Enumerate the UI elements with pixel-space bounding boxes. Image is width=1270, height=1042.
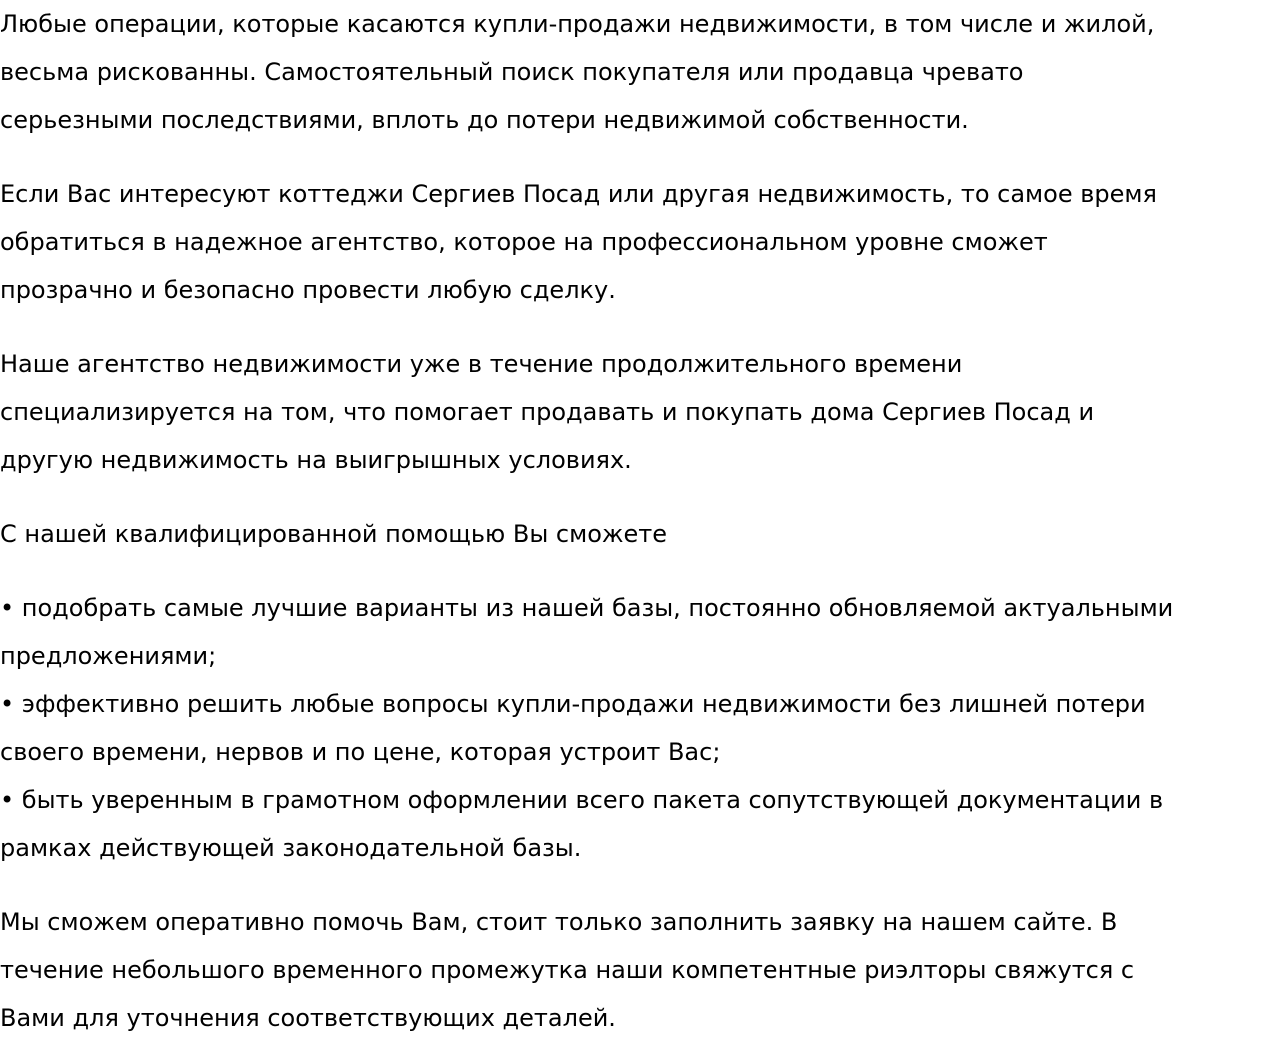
text-line: С нашей квалифицированной помощью Вы сможете <box>0 520 668 548</box>
text-line: обратиться в надежное агентство, которое на профессиональном уровне сможет <box>0 228 1048 256</box>
text-line: • быть уверенным в грамотном оформлении всего пакета сопутствующей документации в <box>0 786 1164 814</box>
text-line: серьезными последствиями, вплоть до потери недвижимой собственности. <box>0 106 969 134</box>
text-line: Наше агентство недвижимости уже в течение продолжительного времени <box>0 350 963 378</box>
paragraph-risks <box>0 0 1270 144</box>
text-line: Вами для уточнения соответствующих деталей. <box>0 1004 616 1032</box>
text-line: • эффективно решить любые вопросы купли-продажи недвижимости без лишней потери <box>0 690 1146 718</box>
list-item <box>0 776 1270 872</box>
text-line: специализируется на том, что помогает продавать и покупать дома Сергиев Посад и <box>0 398 1095 426</box>
paragraph-agency-offer <box>0 170 1270 314</box>
text-line: весьма рискованны. Самостоятельный поиск покупателя или продавца чревато <box>0 58 1024 86</box>
paragraph-contact <box>0 898 1270 1042</box>
list-item <box>0 680 1270 776</box>
text-line: Любые операции, которые касаются купли-продажи недвижимости, в том числе и жилой, <box>0 10 1155 38</box>
text-line: своего времени, нервов и по цене, которая устроит Вас; <box>0 738 721 766</box>
benefits-list <box>0 584 1270 872</box>
text-line: • подобрать самые лучшие варианты из нашей базы, постоянно обновляемой актуальными <box>0 594 1174 622</box>
paragraph-agency-experience <box>0 340 1270 484</box>
text-line: Мы сможем оперативно помочь Вам, стоит только заполнить заявку на нашем сайте. В <box>0 908 1118 936</box>
text-line: другую недвижимость на выигрышных условиях. <box>0 446 632 474</box>
paragraph-list-intro <box>0 510 1270 558</box>
text-line: рамках действующей законодательной базы. <box>0 834 582 862</box>
text-line: Если Вас интересуют коттеджи Сергиев Посад или другая недвижимость, то самое время <box>0 180 1157 208</box>
text-line: прозрачно и безопасно провести любую сделку. <box>0 276 616 304</box>
text-line: предложениями; <box>0 642 217 670</box>
list-item <box>0 584 1270 680</box>
text-line: течение небольшого временного промежутка наши компетентные риэлторы свяжутся с <box>0 956 1135 984</box>
